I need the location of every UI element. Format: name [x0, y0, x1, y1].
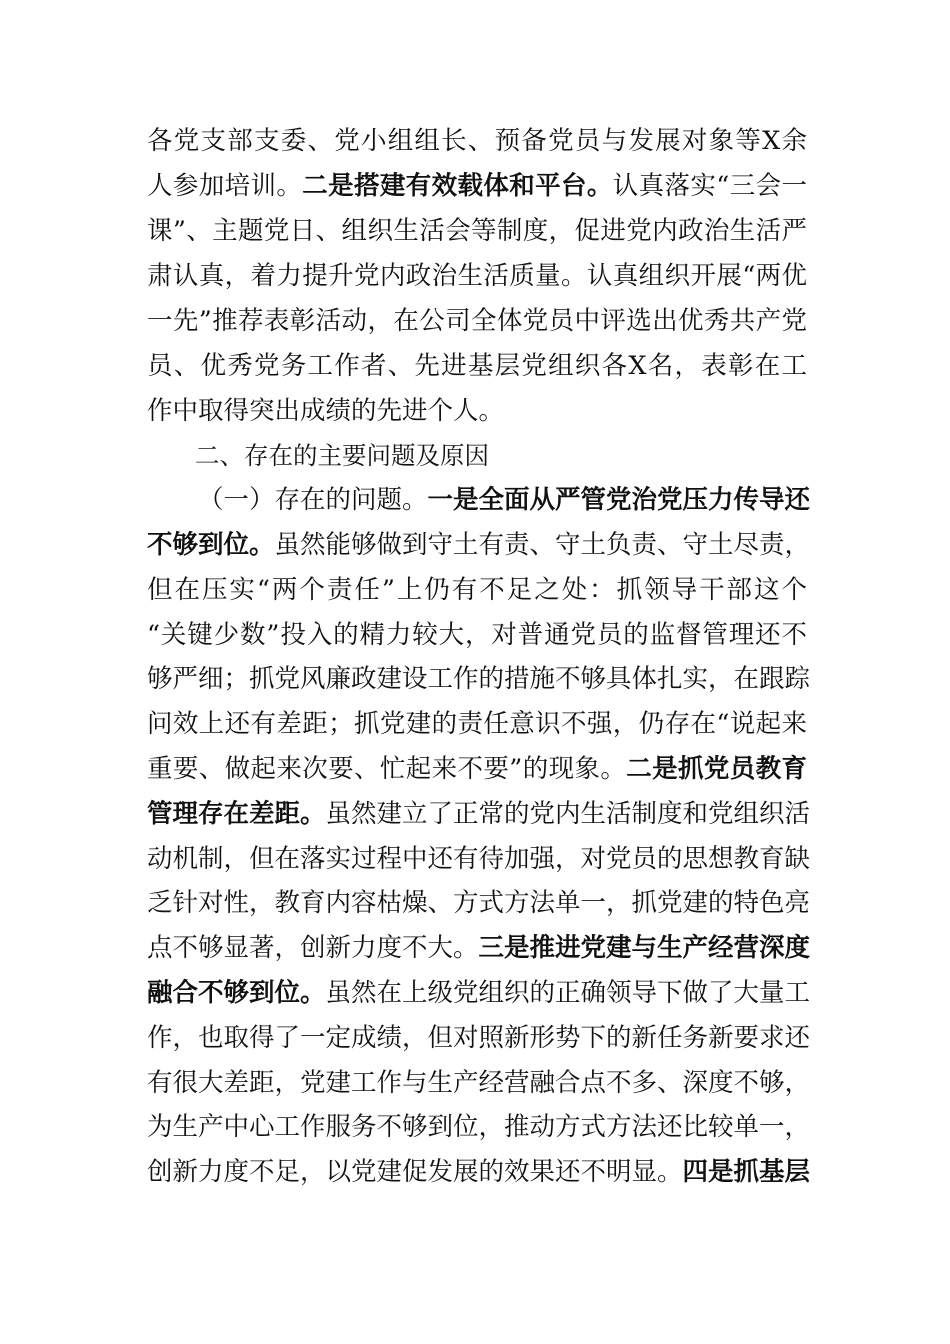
- line-text: 点不够显著，创新力度不大。: [147, 933, 479, 963]
- paragraph-line: 员、优秀党务工作者、先进基层党组织各X名，表彰在工: [147, 351, 807, 381]
- paragraph-line: 一先”推荐表彰活动，在公司全体党员中评选出优秀共产党: [147, 306, 807, 336]
- paragraph-line: [147, 747, 807, 791]
- paragraph-line: 为生产中心工作服务不够到位，推动方式方法还比较单一，: [147, 1112, 811, 1142]
- line-text: 认真落实“三会一: [612, 171, 807, 201]
- paragraph-line: [147, 792, 811, 836]
- paragraph-line: 动机制，但在落实过程中还有待加强，对党员的思想教育缺: [147, 844, 811, 874]
- bold-key-point: 不够到位。: [147, 530, 275, 560]
- line-text: 虽然建立了正常的党内生活制度和党组织活: [325, 799, 811, 829]
- paragraph-line: 乏针对性，教育内容枯燥、方式方法单一，抓党建的特色亮: [147, 888, 811, 918]
- section-heading: 二、存在的主要问题及原因: [195, 441, 489, 470]
- paragraph-line: 问效上还有差距；抓党建的责任意识不强，仍存在“说起来: [147, 709, 807, 739]
- paragraph-line: 够严细；抓党风廉政建设工作的措施不够具体扎实，在跟踪: [147, 664, 811, 694]
- bold-key-point: 融合不够到位。: [147, 978, 326, 1008]
- bold-key-point: 三是推进党建与生产经营深度: [478, 933, 811, 963]
- paragraph-line: 课”、主题党日、组织生活会等制度，促进党内政治生活严: [147, 216, 807, 246]
- line-text: 重要、做起来次要、忙起来不要”的现象。: [147, 754, 627, 784]
- paragraph-line: 作中取得突出成绩的先进个人。: [147, 396, 505, 426]
- paragraph-line: 但在压实“两个责任”上仍有不足之处：抓领导干部这个: [147, 575, 807, 605]
- subsection-label: （一）存在的问题。: [198, 485, 428, 515]
- bold-key-point: 一是全面从严管党治党压力传导还: [427, 485, 811, 515]
- line-text: 虽然能够做到守土有责、守土负责、守土尽责，: [274, 530, 811, 560]
- paragraph-line: 肃认真，着力提升党内政治生活质量。认真组织开展“两优: [147, 261, 807, 291]
- paragraph-line: “关键少数”投入的精力较大，对普通党员的监督管理还不: [147, 620, 807, 650]
- line-text: 人参加培训。: [147, 171, 303, 201]
- paragraph-line: 有很大差距，党建工作与生产经营融合点不多、深度不够，: [147, 1068, 811, 1098]
- bold-key-point: 管理存在差距。: [147, 799, 326, 829]
- paragraph-line: 作，也取得了一定成绩，但对照新形势下的新任务新要求还: [147, 1023, 811, 1053]
- paragraph-line: [147, 971, 811, 1015]
- paragraph-line: [147, 926, 811, 970]
- bold-key-point: 四是抓基层: [682, 1157, 811, 1187]
- bold-key-point: 二是抓党员教育: [626, 754, 807, 784]
- paragraph-line: 各党支部支委、党小组组长、预备党员与发展对象等X余: [147, 126, 807, 156]
- line-text: 创新力度不足，以党建促发展的效果还不明显。: [147, 1157, 683, 1187]
- paragraph-line: [147, 1150, 811, 1194]
- paragraph-line: [147, 164, 807, 208]
- line-text: 虽然在上级党组织的正确领导下做了大量工: [325, 978, 811, 1008]
- bold-key-point: 二是搭建有效载体和平台。: [302, 171, 613, 201]
- paragraph-line: [198, 478, 811, 522]
- paragraph-line: [147, 523, 811, 567]
